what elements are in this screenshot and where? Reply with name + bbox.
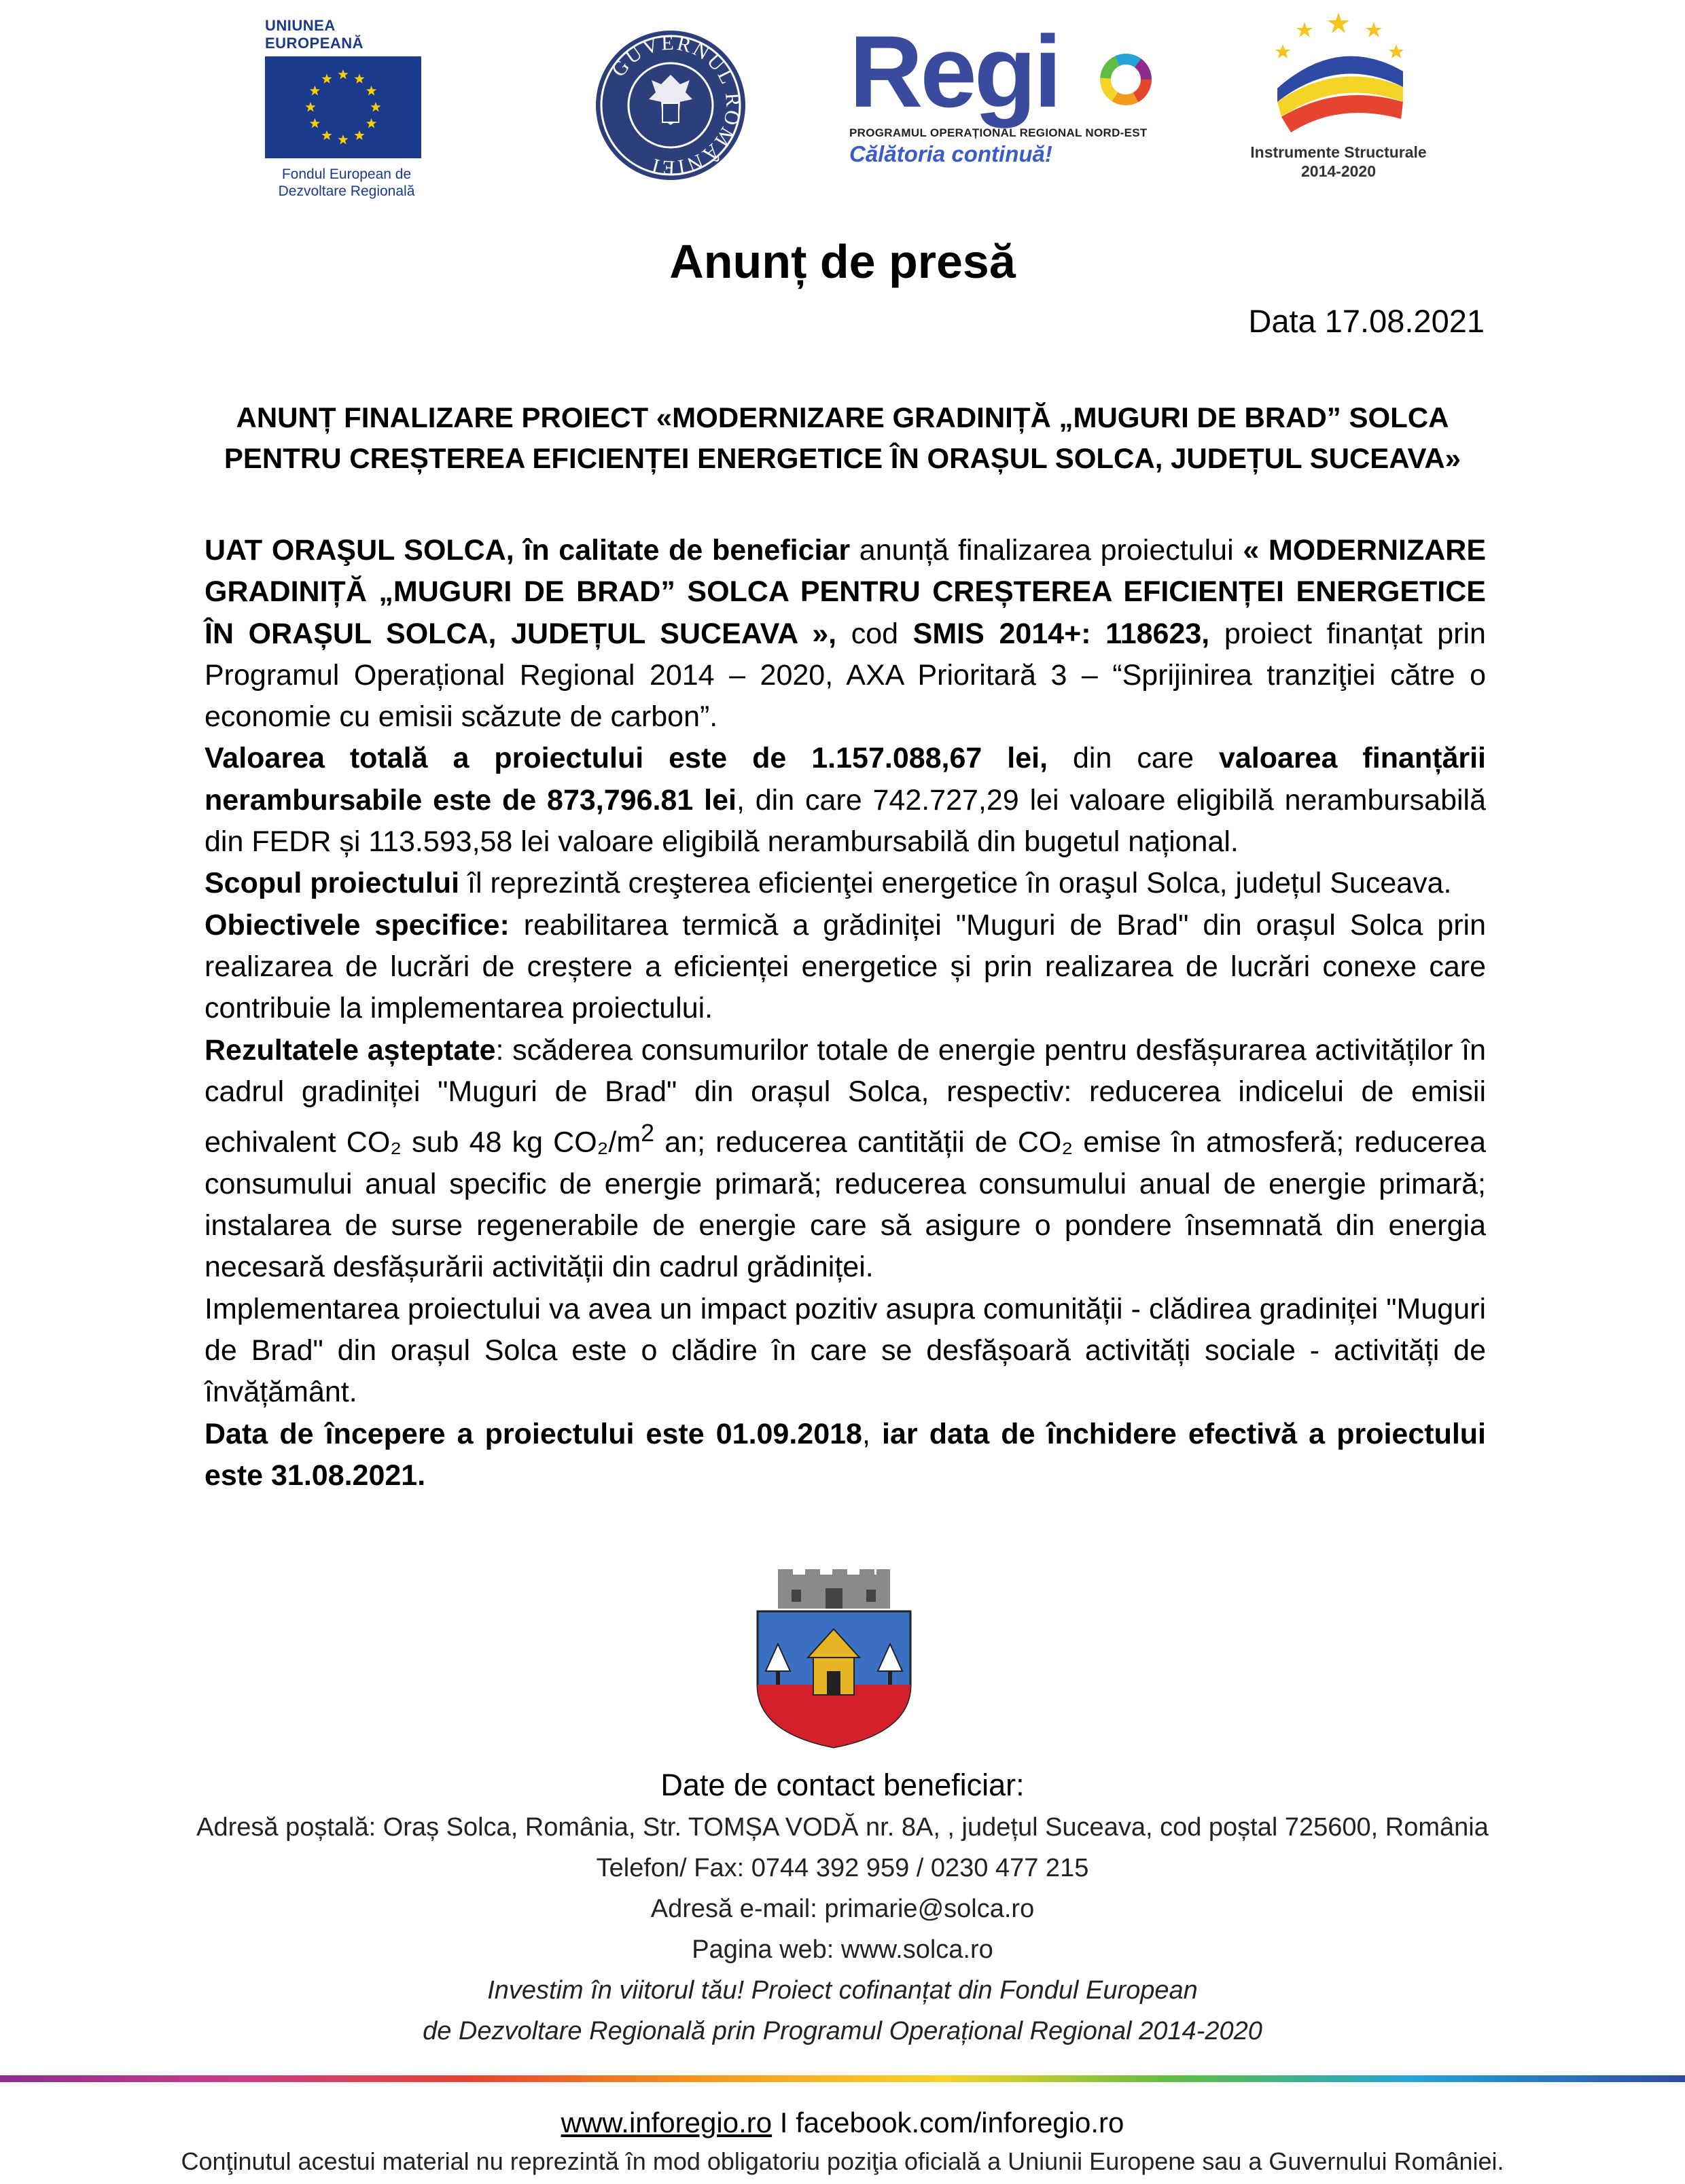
is-caption-line1: Instrumente Structurale	[1250, 143, 1427, 161]
results-label: Rezultatele așteptate	[205, 1033, 496, 1067]
coat-of-arms-icon	[751, 1569, 917, 1749]
paragraph-scope	[205, 863, 1486, 904]
paragraph-objectives	[205, 905, 1486, 1030]
paragraph-dates	[205, 1414, 1486, 1497]
paragraph-text: reabilitarea termică a grădiniței "Muguri de Brad" din orașul Solca prin realizarea de lucrări de creștere a eficienței energetice și prin realizarea de lucrări conexe care contribuie la implementarea proiectului.	[205, 908, 1486, 1025]
beneficiary-name: UAT ORAŞUL SOLCA, în calitate de beneficiar	[205, 534, 851, 567]
scope-label: Scopul proiectului	[205, 867, 460, 900]
is-caption-line2: 2014-2020	[1301, 162, 1376, 180]
link-separator: I	[772, 2107, 796, 2138]
contact-title: Date de contact beneficiar:	[660, 1768, 1025, 1802]
paragraph-beneficiary	[205, 530, 1486, 738]
eu-flag-icon	[265, 56, 421, 158]
regio-color-ring-icon	[1099, 53, 1152, 106]
government-seal-text: GUVERNUL ROMÂNIEI	[607, 31, 745, 179]
paragraph-text: anunță finalizarea proiectului	[850, 534, 1234, 567]
paragraph-text: proiect finanțat prin Programul Operațional Regional 2014 – 2020, AXA Prioritară 3 – “Sprijinirea tranziţiei către o economie cu emisii scăzute de carbon”.	[205, 617, 1486, 734]
paragraph-value	[205, 738, 1486, 863]
structural-instruments-logo	[1237, 7, 1440, 190]
paragraph-text: , din care 742.727,29 lei valoare eligibilă nerambursabilă din FEDR și 113.593,58 lei valoare eligibilă nerambursabilă din bugetul național.	[205, 783, 1487, 859]
paragraph-text: : scăderea consumurilor totale de energie pentru desfășurarea activităților în cadrul gradiniței "Muguri de Brad" din orașul Solca, respectiv: reducerea indicelui de emisii echivalent CO₂ sub 48 kg CO₂/m	[205, 1033, 1486, 1159]
end-date: iar data de închidere efectivă a proiectului este 31.08.2021.	[205, 1417, 1486, 1492]
press-body	[205, 530, 1486, 1497]
eu-logo-caption	[265, 166, 428, 200]
cofinance-tagline-line1: Investim în viitorul tău! Proiect cofinanțat din Fondul European	[487, 1976, 1198, 2005]
paragraph-text: din care	[1048, 742, 1219, 775]
paragraph-results	[205, 1030, 1486, 1289]
facebook-link[interactable]: facebook.com/inforegio.ro	[796, 2107, 1124, 2138]
cofinance-tagline-line2: de Dezvoltare Regională prin Programul Operațional Regional 2014-2020	[423, 2017, 1262, 2045]
headline	[204, 397, 1481, 479]
color-divider	[0, 2075, 1685, 2082]
paragraph-text: îl reprezintă creşterea eficienţei energetice în oraşul Solca, județul Suceava.	[459, 867, 1452, 900]
eu-caption-line2: Dezvoltare Regională	[278, 183, 415, 199]
smis-code: 118623,	[1105, 617, 1210, 650]
total-value: Valoarea totală a proiectului este de 1.157.088,67 lei,	[205, 742, 1048, 775]
government-seal	[592, 27, 749, 183]
contact-address: Adresă poștală: Oraș Solca, România, Str. TOMȘA VODĂ nr. 8A, , județul Suceava, cod poștal 725600, România	[196, 1813, 1489, 1842]
eu-logo	[265, 17, 428, 199]
eu-caption-line1: Fondul European de	[281, 166, 412, 182]
press-date: Data 17.08.2021	[1248, 303, 1485, 339]
disclaimer: Conţinutul acestui material nu reprezintă în mod obligatoriu poziţia oficială a Uniunii Europene sau a Guvernului României.	[181, 2147, 1504, 2175]
regio-subtitle: PROGRAMUL OPERAȚIONAL REGIONAL NORD-EST	[849, 126, 1148, 139]
contact-website: Pagina web: www.solca.ro	[692, 1935, 993, 1964]
contact-phone: Telefon/ Fax: 0744 392 959 / 0230 477 215	[596, 1854, 1089, 1882]
project-title: « MODERNIZARE GRADINIȚĂ „MUGURI DE BRAD” SOLCA PENTRU CREȘTEREA EFICIENȚEI ENERGETICE ÎN ORAȘUL SOLCA, JUDEȚUL SUCEAVA »,	[205, 534, 1486, 650]
inforegio-link[interactable]: www.inforegio.ro	[561, 2107, 773, 2138]
paragraph-text: an; reducerea cantității de CO₂ emise în atmosferă; reducerea consumului anual specific de energie primară; reducerea consumului anual de energie primară; instalarea de surse regenerabile de energie care să asigure o pondere însemnată din energia necesară desfășurării activității din cadrul grădiniței.	[205, 1126, 1486, 1284]
paragraph-text: ,	[862, 1417, 883, 1450]
objectives-label: Obiectivele specifice:	[205, 908, 510, 942]
page-title: Anunț de presă	[669, 235, 1016, 288]
paragraph-text: Implementarea proiectului va avea un impact pozitiv asupra comunității - clădirea gradiniței "Muguri de Brad" din orașul Solca este o clădire în care se desfășoară activități sociale - activități de învățământ.	[205, 1292, 1486, 1409]
smis-label: SMIS 2014+:	[912, 617, 1106, 650]
structural-instruments-caption	[1237, 143, 1440, 181]
non-refundable-value: valoarea finanțării nerambursabile este de 873,796.81 lei	[205, 742, 1487, 817]
eu-logo-title: UNIUNEA EUROPEANĂ	[265, 17, 364, 52]
footer-links	[0, 2102, 1685, 2143]
paragraph-text: cod	[836, 617, 913, 650]
logo-strip	[0, 0, 1685, 197]
headline-line2: PENTRU CREȘTEREA EFICIENȚEI ENERGETICE ÎN ORAȘUL SOLCA, JUDEȚUL SUCEAVA»	[224, 442, 1461, 474]
superscript: 2	[641, 1120, 655, 1147]
paragraph-impact	[205, 1289, 1486, 1414]
structural-instruments-icon	[1257, 7, 1420, 143]
regio-logo	[849, 14, 1175, 170]
regio-wordmark: Regi	[849, 14, 1060, 128]
headline-line1: ANUNȚ FINALIZARE PROIECT «MODERNIZARE GRADINIȚĂ „MUGURI DE BRAD” SOLCA	[236, 401, 1449, 433]
regio-tagline: Călătoria continuă!	[849, 141, 1052, 166]
start-date: Data de începere a proiectului este 01.09.2018	[205, 1417, 862, 1450]
government-seal-icon	[592, 27, 749, 183]
contact-email: Adresă e-mail: primarie@solca.ro	[650, 1895, 1035, 1923]
